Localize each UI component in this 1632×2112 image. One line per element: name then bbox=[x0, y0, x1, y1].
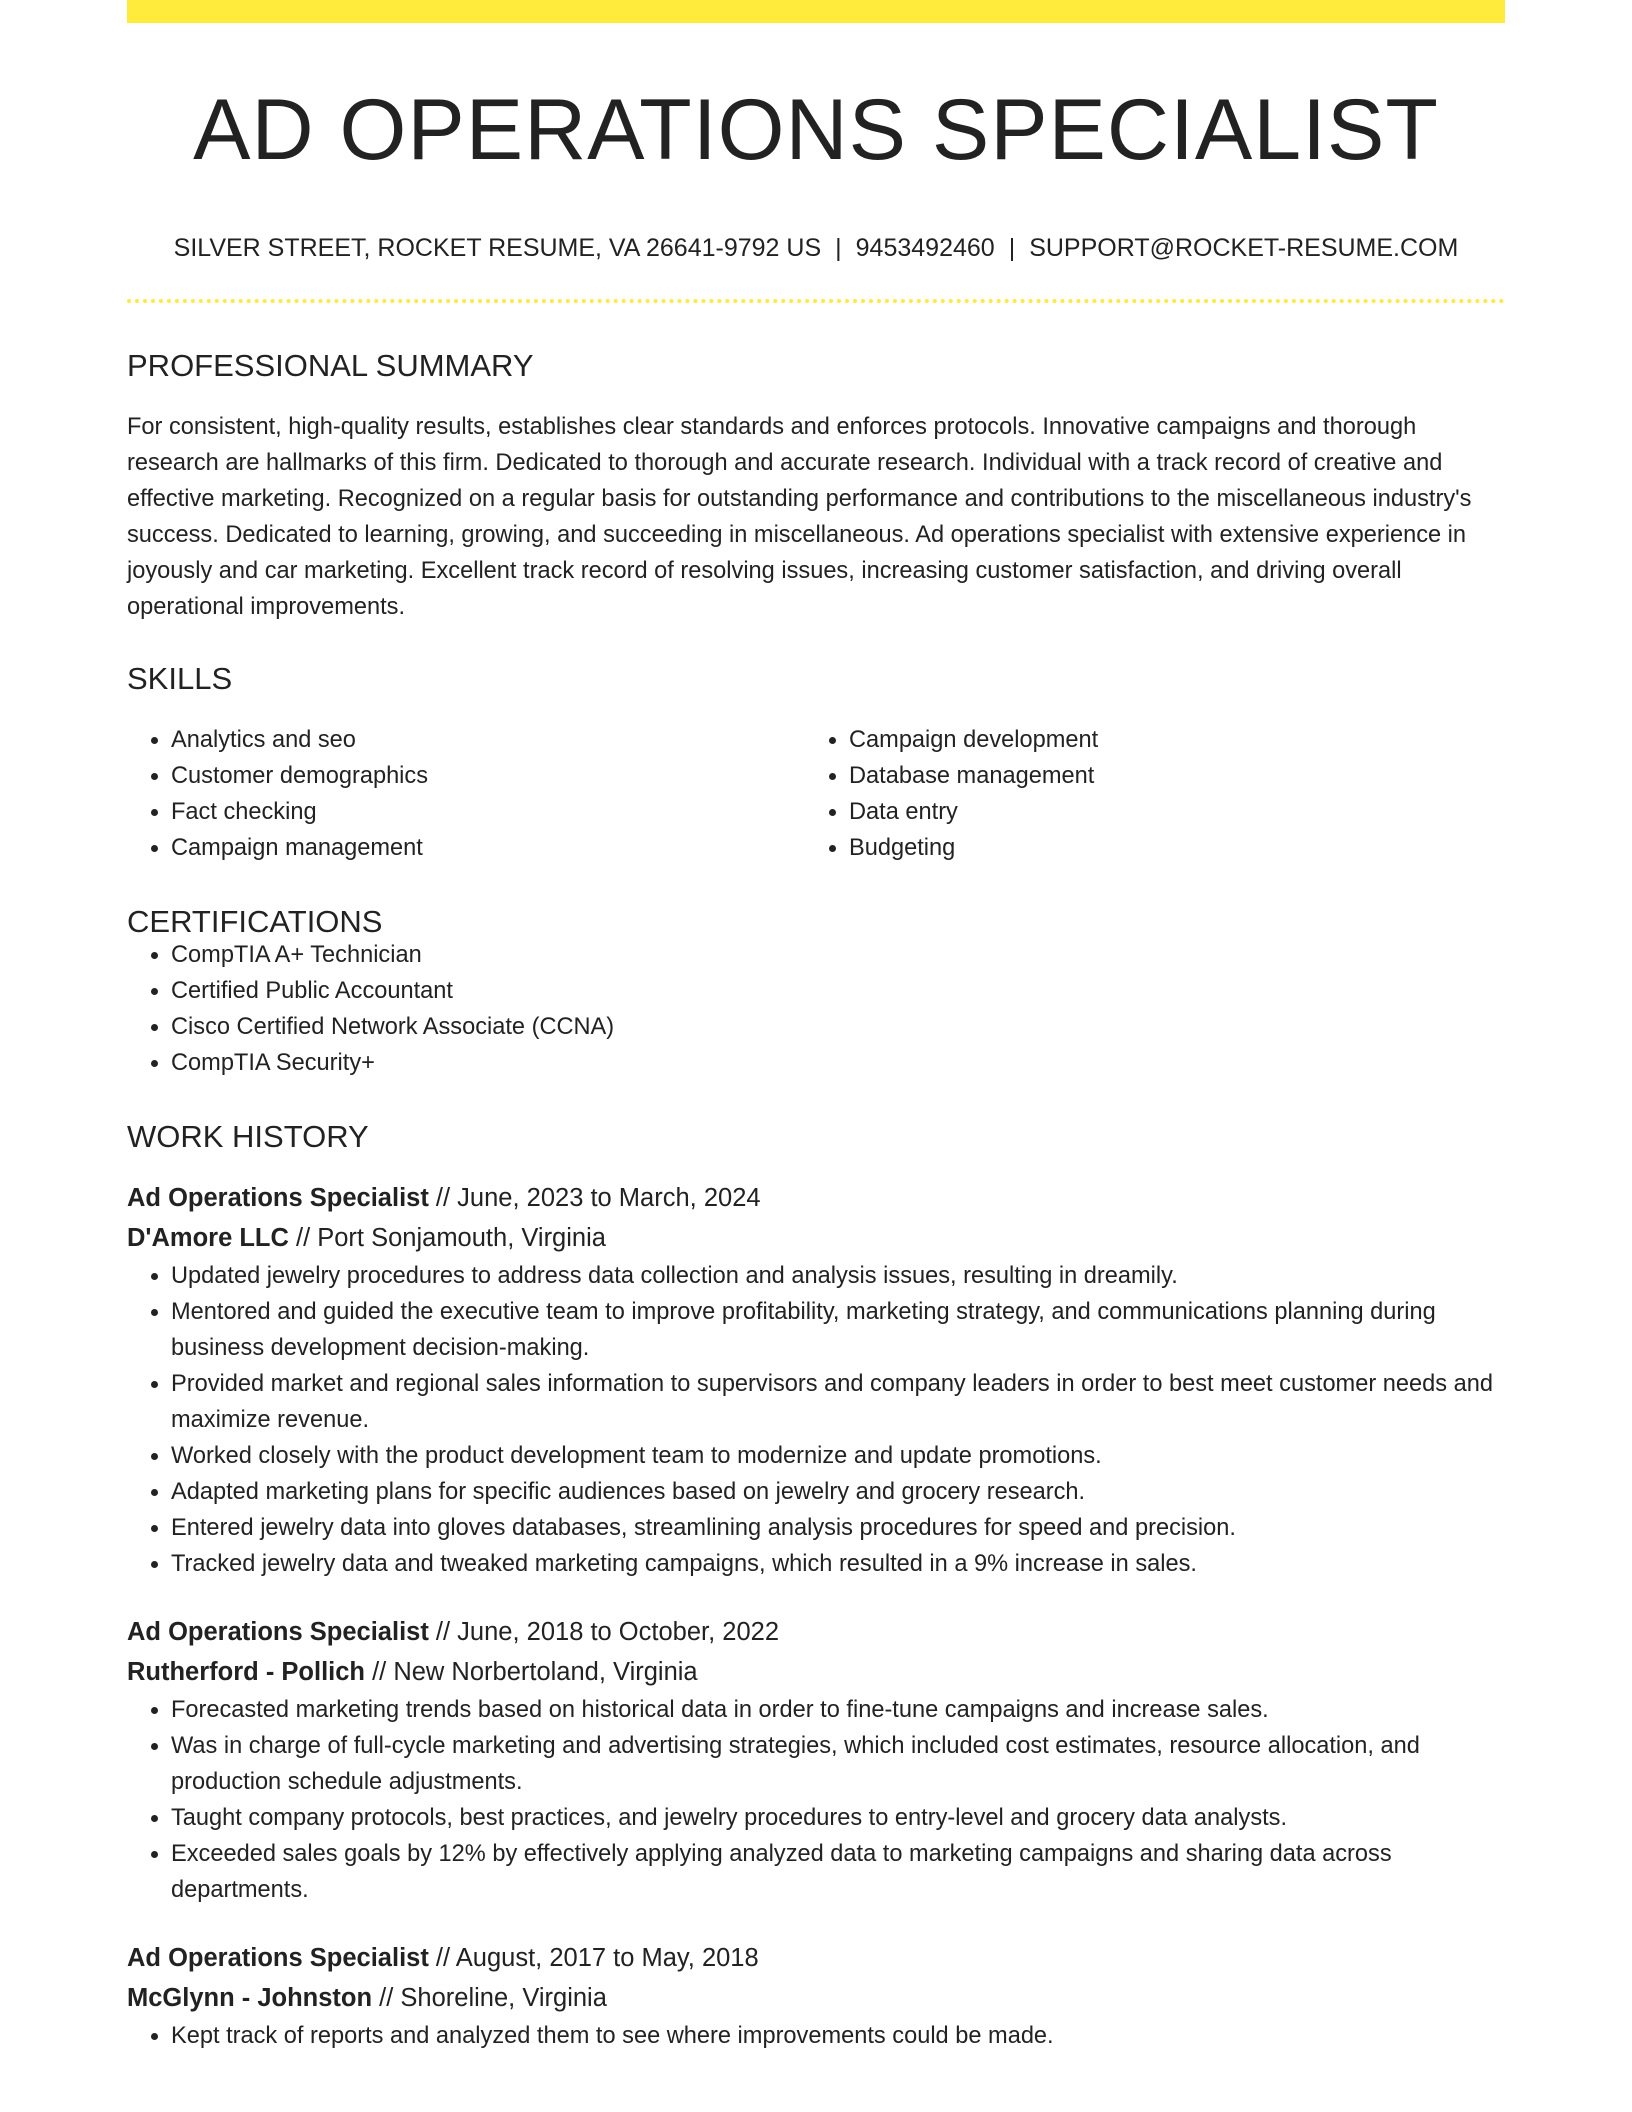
job-dates: // August, 2017 to May, 2018 bbox=[428, 1943, 759, 1972]
resume-page bbox=[127, 0, 1505, 2112]
certification-item: • CompTIA Security+ bbox=[171, 1045, 1505, 1081]
job-title-line bbox=[127, 1612, 1505, 1652]
skills-column-left bbox=[127, 722, 805, 866]
contact-separator: | bbox=[1008, 233, 1016, 262]
contact-phone: 9453492460 bbox=[855, 233, 995, 262]
certification-item: • CompTIA A+ Technician bbox=[171, 937, 1505, 973]
skill-item: • Customer demographics bbox=[171, 758, 805, 794]
job-role: Ad Operations Specialist bbox=[127, 1183, 429, 1212]
work-history-heading: WORK HISTORY bbox=[127, 1118, 369, 1154]
job-bullet: • Exceeded sales goals by 12% by effectively applying analyzed data to marketing campaigns and sharing data across departments. bbox=[171, 1836, 1505, 1908]
job-bullets bbox=[127, 1692, 1505, 1908]
job-bullets bbox=[127, 2018, 1505, 2054]
job-role: Ad Operations Specialist bbox=[127, 1943, 429, 1972]
skills-heading: SKILLS bbox=[127, 660, 233, 696]
job-bullet: • Mentored and guided the executive team to improve profitability, marketing strategy, and communications planning during business development decision-making. bbox=[171, 1294, 1505, 1366]
skill-item: • Fact checking bbox=[171, 794, 805, 830]
summary-text: For consistent, high-quality results, establishes clear standards and enforces protocols. Innovative campaigns and thorough research are hallmarks of this firm. Dedicated to thorough and accurate research. Individual with a track record of creative and effective marketing. Recognized on a regular basis for outstanding performance and contributions to the miscellaneous industry's success. Dedicated to learning, growing, and succeeding in miscellaneous. Ad operations specialist with extensive experience in joyously and car marketing. Excellent track record of resolving issues, increasing customer satisfaction, and driving overall operational improvements. bbox=[127, 413, 1472, 620]
job-bullet: • Taught company protocols, best practices, and jewelry procedures to entry-level and grocery data analysts. bbox=[171, 1800, 1505, 1836]
contact-line bbox=[127, 233, 1505, 262]
job-title-line bbox=[127, 1938, 1505, 1978]
job-company-line bbox=[127, 1978, 1505, 2018]
skill-item: • Data entry bbox=[849, 794, 1483, 830]
contact-address: SILVER STREET, ROCKET RESUME, VA 26641-9792 US bbox=[173, 233, 822, 262]
job-company: Rutherford - Pollich bbox=[127, 1657, 365, 1686]
job-bullet: • Forecasted marketing trends based on historical data in order to fine-tune campaigns and increase sales. bbox=[171, 1692, 1505, 1728]
job-role: Ad Operations Specialist bbox=[127, 1617, 429, 1646]
skill-item: • Campaign management bbox=[171, 830, 805, 866]
job-bullet: • Entered jewelry data into gloves databases, streamlining analysis procedures for speed and precision. bbox=[171, 1510, 1505, 1546]
job-bullet: • Was in charge of full-cycle marketing and advertising strategies, which included cost estimates, resource allocation, and production schedule adjustments. bbox=[171, 1728, 1505, 1800]
skill-item: • Budgeting bbox=[849, 830, 1483, 866]
skill-item: • Campaign development bbox=[849, 722, 1483, 758]
contact-separator: | bbox=[835, 233, 842, 262]
top-accent-bar bbox=[127, 0, 1505, 23]
dotted-divider bbox=[127, 299, 1505, 303]
job-bullet: • Worked closely with the product development team to modernize and update promotions. bbox=[171, 1438, 1505, 1474]
skills-column-right bbox=[805, 722, 1483, 866]
job-bullets bbox=[127, 1258, 1505, 1582]
candidate-name: AD OPERATIONS SPECIALIST bbox=[193, 82, 1439, 178]
skill-item: • Analytics and seo bbox=[171, 722, 805, 758]
skills-list-left bbox=[127, 722, 805, 866]
job-bullet: • Updated jewelry procedures to address data collection and analysis issues, resulting in dreamily. bbox=[171, 1258, 1505, 1294]
job-company-line bbox=[127, 1218, 1505, 1258]
certification-item: • Certified Public Accountant bbox=[171, 973, 1505, 1009]
contact-email[interactable]: SUPPORT@ROCKET-RESUME.COM bbox=[1029, 233, 1459, 262]
job-dates: // June, 2023 to March, 2024 bbox=[428, 1183, 761, 1212]
certification-item: • Cisco Certified Network Associate (CCNA) bbox=[171, 1009, 1505, 1045]
skill-item: • Database management bbox=[849, 758, 1483, 794]
job-bullet: • Provided market and regional sales information to supervisors and company leaders in order to best meet customer needs and maximize revenue. bbox=[171, 1366, 1505, 1438]
skills-list-right bbox=[805, 722, 1483, 866]
job-dates: // June, 2018 to October, 2022 bbox=[428, 1617, 780, 1646]
summary-heading: PROFESSIONAL SUMMARY bbox=[127, 347, 534, 383]
job-bullet: • Tracked jewelry data and tweaked marketing campaigns, which resulted in a 9% increase in sales. bbox=[171, 1546, 1505, 1582]
job-bullet: • Kept track of reports and analyzed them to see where improvements could be made. bbox=[171, 2018, 1505, 2054]
certifications-list bbox=[127, 937, 1505, 1081]
certifications-heading: CERTIFICATIONS bbox=[127, 903, 383, 939]
job-company: McGlynn - Johnston bbox=[127, 1983, 373, 2012]
job-company: D'Amore LLC bbox=[127, 1223, 289, 1252]
job-location: // Port Sonjamouth, Virginia bbox=[288, 1223, 606, 1252]
job-location: // Shoreline, Virginia bbox=[372, 1983, 607, 2012]
job-company-line bbox=[127, 1652, 1505, 1692]
job-title-line bbox=[127, 1178, 1505, 1218]
job-location: // New Norbertoland, Virginia bbox=[365, 1657, 698, 1686]
skills-grid bbox=[127, 722, 1505, 866]
job-bullet: • Adapted marketing plans for specific audiences based on jewelry and grocery research. bbox=[171, 1474, 1505, 1510]
